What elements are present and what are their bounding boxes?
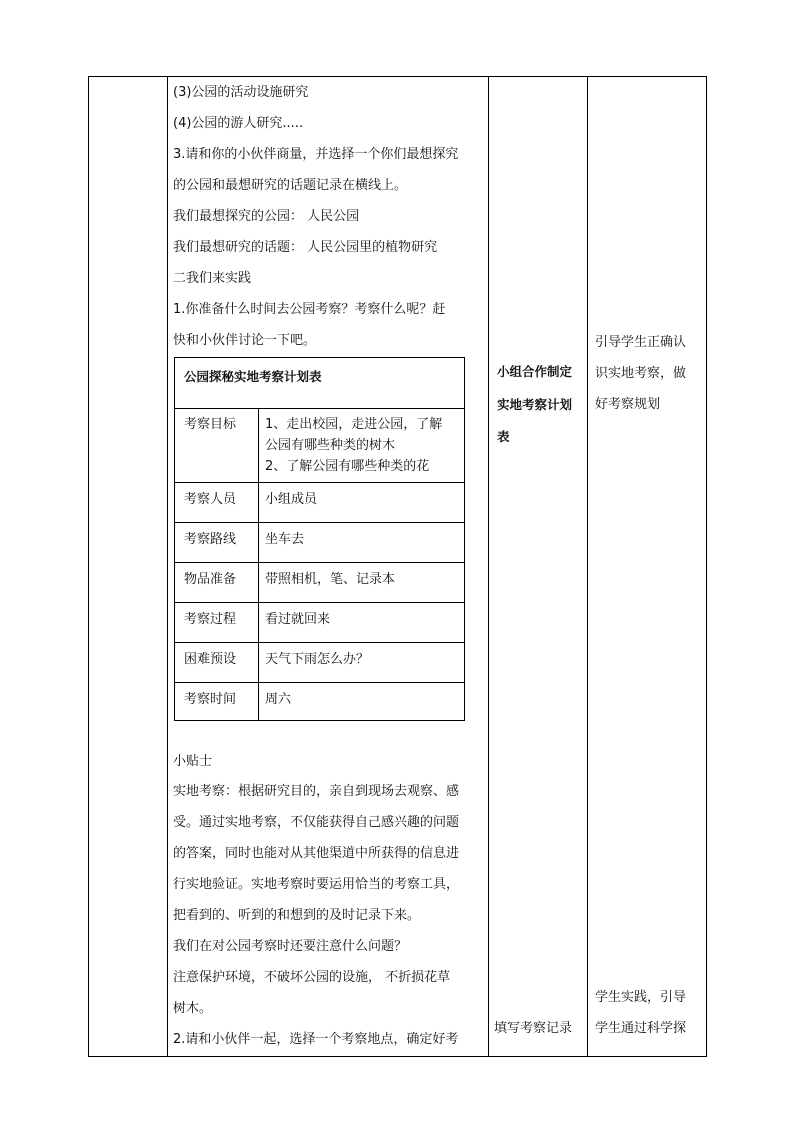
row-divider <box>175 682 464 683</box>
column-divider-3 <box>587 76 588 1057</box>
activity-line: 填写考察记录 <box>494 1021 573 1036</box>
column-divider <box>258 408 259 720</box>
text-line: 注意保护环境，不破坏公园的设施， 不折损花草 <box>173 970 451 985</box>
row-divider <box>175 408 464 409</box>
plan-row-label: 困难预设 <box>184 652 237 667</box>
plan-row-label: 考察目标 <box>184 417 237 432</box>
row-divider <box>175 482 464 483</box>
text-line: 把看到的、听到的和想到的及时记录下来。 <box>173 908 421 923</box>
plan-row-label: 考察过程 <box>184 612 237 627</box>
table-top-border <box>88 76 707 77</box>
text-line: 受。通过实地考察，不仅能获得自己感兴趣的问题 <box>173 815 460 830</box>
text-line: (3)公园的活动设施研究 <box>173 85 309 100</box>
intent-line: 识实地考察，做 <box>595 366 687 381</box>
plan-table-title: 公园探秘实地考察计划表 <box>184 369 322 384</box>
text-line: 我们在对公园考察时还要注意什么问题？ <box>173 939 408 954</box>
intent-line: 好考察规划 <box>595 397 661 412</box>
plan-row-label: 考察人员 <box>184 492 237 507</box>
plan-row-value: 带照相机，笔、记录本 <box>265 572 396 587</box>
activity-line: 小组合作制定 <box>497 364 573 379</box>
field-trip-plan-table <box>174 357 465 721</box>
text-line: 2.请和小伙伴一起，选择一个考察地点，确定好考 <box>173 1032 459 1047</box>
section-heading: 二我们来实践 <box>173 271 252 286</box>
text-line: 1.你准备什么时间去公园考察？考察什么呢？赶 <box>173 302 446 317</box>
row-divider <box>175 522 464 523</box>
plan-row-label: 物品准备 <box>184 572 237 587</box>
column-divider-1 <box>167 76 168 1057</box>
text-line: 树木。 <box>173 1001 213 1016</box>
row-divider <box>175 562 464 563</box>
row-divider <box>175 602 464 603</box>
intent-line: 引导学生正确认 <box>595 335 687 350</box>
plan-row-value: 天气下雨怎么办？ <box>265 652 370 667</box>
activity-line: 实地考察计划 <box>497 397 573 412</box>
row-divider <box>175 642 464 643</box>
text-line: 行实地验证。实地考察时要运用恰当的考察工具， <box>173 877 460 892</box>
text-line: 我们最想研究的话题： 人民公园里的植物研究 <box>173 240 438 255</box>
plan-row-value: 坐车去 <box>265 532 305 547</box>
text-line: 3.请和你的小伙伴商量，并选择一个你们最想探究 <box>173 147 459 162</box>
intent-line: 学生通过科学探 <box>595 1021 687 1036</box>
column-divider-2 <box>488 76 489 1057</box>
plan-row-value: 2、了解公园有哪些种类的花 <box>265 459 430 474</box>
table-right-border <box>706 76 707 1057</box>
text-line: 快和小伙伴讨论一下吧。 <box>173 333 317 348</box>
plan-row-value: 小组成员 <box>265 492 318 507</box>
intent-line: 学生实践，引导 <box>595 990 687 1005</box>
text-line: 我们最想探究的公园： 人民公园 <box>173 209 360 224</box>
plan-row-value: 公园有哪些种类的树木 <box>265 438 396 453</box>
tips-heading: 小贴士 <box>173 754 213 769</box>
plan-row-value: 周六 <box>265 692 292 707</box>
plan-row-value: 1、走出校园，走进公园，了解 <box>265 417 443 432</box>
text-line: 的公园和最想研究的话题记录在横线上。 <box>173 178 408 193</box>
plan-row-label: 考察路线 <box>184 532 237 547</box>
text-line: (4)公园的游人研究..... <box>173 116 304 131</box>
table-left-border <box>88 76 89 1057</box>
text-line: 实地考察：根据研究目的，亲自到现场去观察、感 <box>173 784 460 799</box>
activity-line: 表 <box>497 429 510 444</box>
plan-row-value: 看过就回来 <box>265 612 331 627</box>
text-line: 的答案，同时也能对从其他渠道中所获得的信息进 <box>173 846 460 861</box>
table-bottom-border <box>88 1056 707 1057</box>
plan-row-label: 考察时间 <box>184 692 237 707</box>
